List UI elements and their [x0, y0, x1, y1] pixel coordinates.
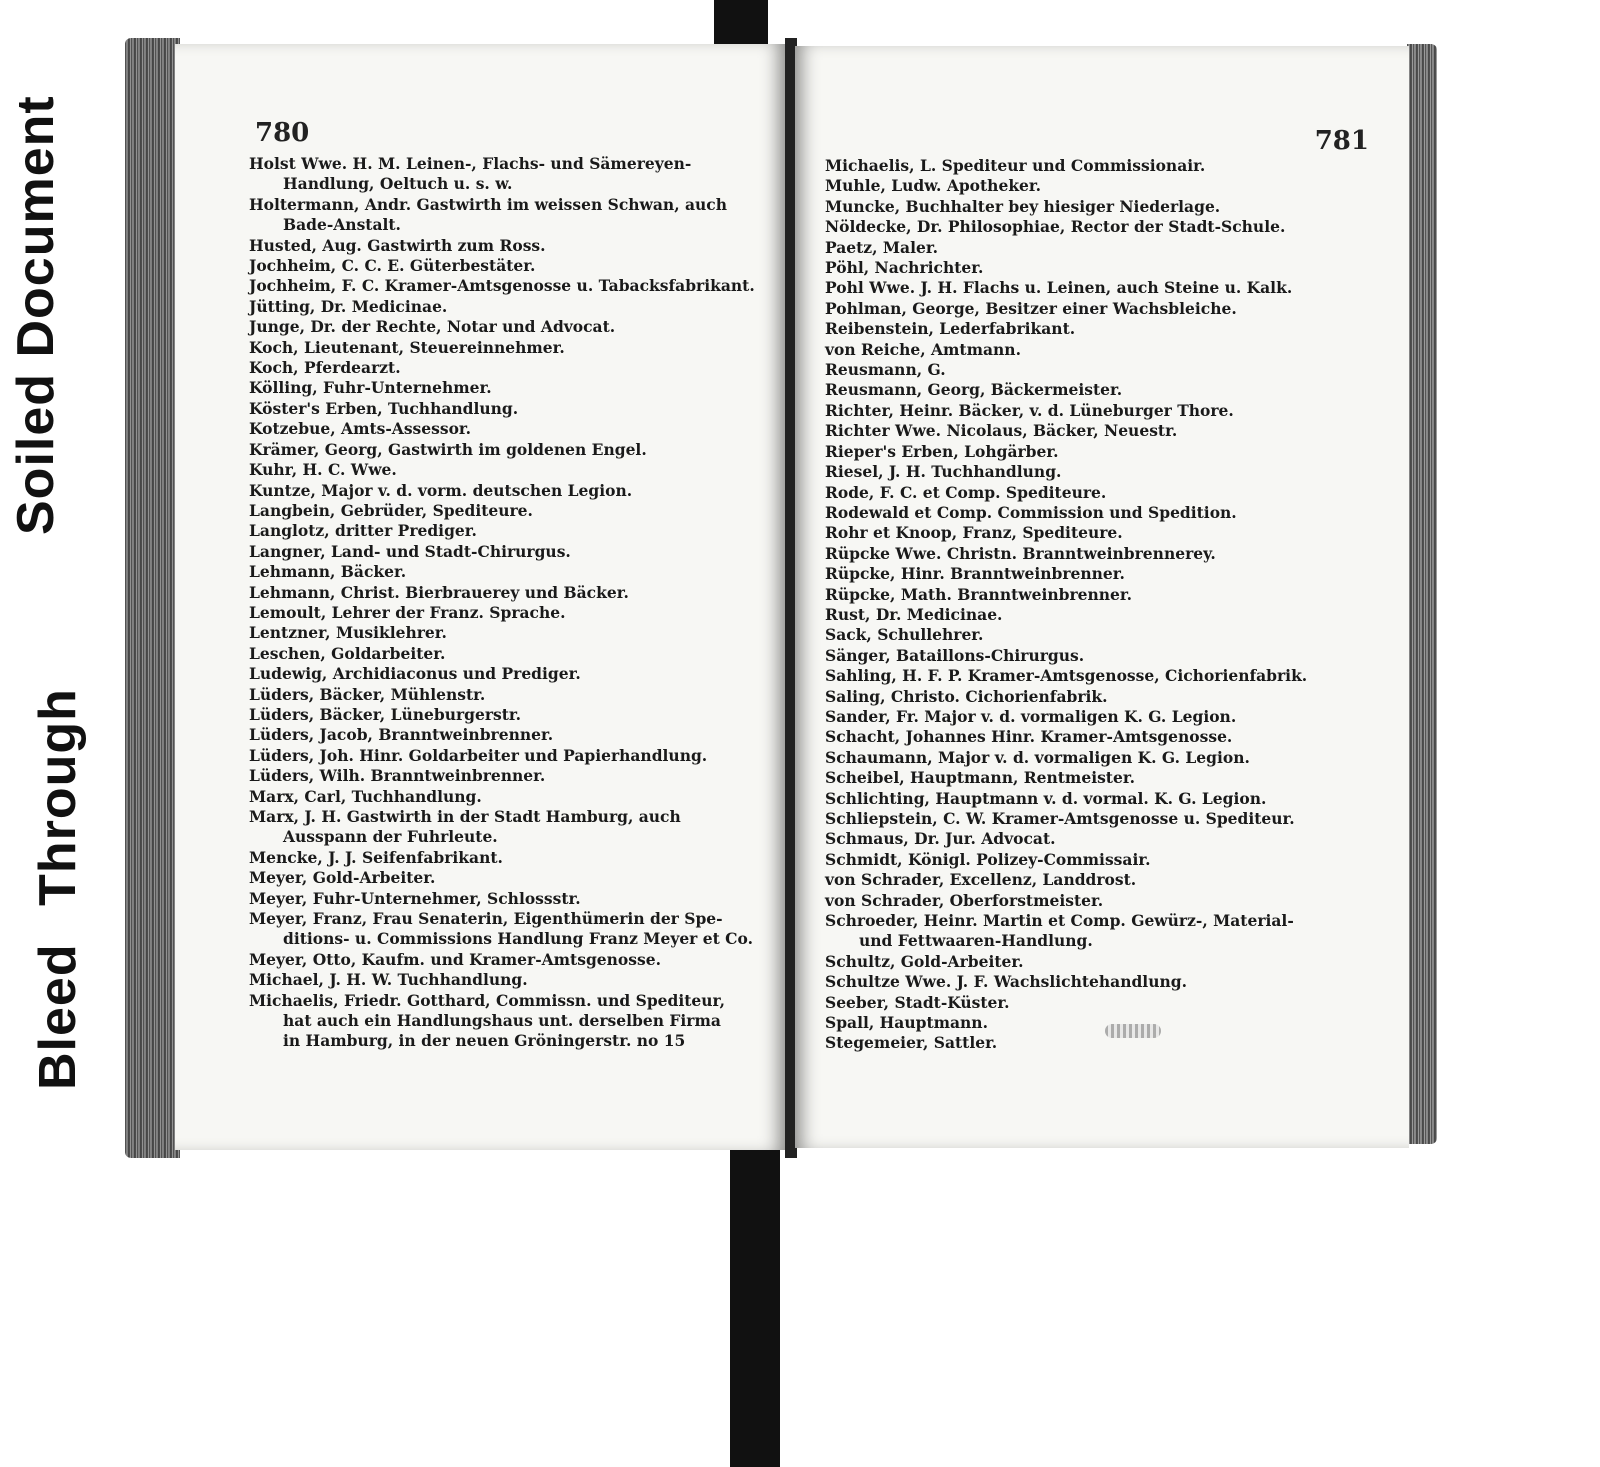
directory-entry — [825, 421, 1345, 441]
directory-entry — [249, 970, 749, 990]
entry-line: Sänger, Bataillons-Chirurgus. — [825, 645, 1085, 665]
entry-line: Lüders, Wilh. Branntweinbrenner. — [249, 766, 546, 786]
directory-entry — [825, 176, 1345, 196]
directory-entry — [249, 603, 749, 623]
entry-line: Lemoult, Lehrer der Franz. Sprache. — [249, 602, 566, 622]
entry-line: Holst Wwe. H. M. Leinen-, Flachs- und Sämereyen- — [249, 154, 692, 173]
directory-entry — [249, 725, 749, 745]
entry-line: Pöhl, Nachrichter. — [825, 258, 984, 278]
directory-entry — [249, 766, 749, 786]
entry-line: Sack, Schullehrer. — [825, 625, 984, 645]
entry-line: Holtermann, Andr. Gastwirth im weissen Schwan, auch — [249, 194, 728, 214]
entry-line: Kölling, Fuhr-Unternehmer. — [249, 378, 492, 398]
entry-line: Kuntze, Major v. d. vorm. deutschen Legion. — [249, 480, 633, 500]
directory-entry — [825, 1013, 1345, 1033]
directory-entry — [825, 911, 1345, 952]
entry-line: Michaelis, L. Spediteur und Commissionair. — [825, 156, 1206, 175]
directory-entry — [825, 156, 1345, 176]
directory-entry — [249, 297, 749, 317]
directory-entry — [249, 481, 749, 501]
bleed-through-label: Bleed Through — [29, 688, 87, 1090]
directory-entry — [249, 889, 749, 909]
directory-entry — [825, 564, 1345, 584]
entry-line: Reusmann, G. — [825, 360, 946, 380]
entry-continuation-line: ditions- u. Commissions Handlung Franz Meyer et Co. — [283, 929, 753, 949]
directory-entry — [249, 623, 749, 643]
directory-entry — [249, 848, 749, 868]
directory-entry — [825, 299, 1345, 319]
entry-line: Rohr et Knoop, Franz, Spediteure. — [825, 523, 1123, 543]
directory-entry — [825, 993, 1345, 1013]
directory-entry — [825, 829, 1345, 849]
entry-line: Schacht, Johannes Hinr. Kramer-Amtsgenosse. — [825, 727, 1233, 747]
entry-line: von Schrader, Excellenz, Landdrost. — [825, 870, 1137, 890]
entry-line: Sahling, H. F. P. Kramer-Amtsgenosse, Cichorienfabrik. — [825, 666, 1308, 686]
directory-entry — [825, 972, 1345, 992]
directory-entry — [825, 687, 1345, 707]
entry-line: Lüders, Jacob, Branntweinbrenner. — [249, 725, 554, 745]
directory-entry — [249, 195, 749, 236]
directory-entry — [825, 625, 1345, 645]
entry-line: Lüders, Joh. Hinr. Goldarbeiter und Papierhandlung. — [249, 745, 708, 765]
entry-line: Rieper's Erben, Lohgärber. — [825, 441, 1059, 461]
directory-entry — [249, 868, 749, 888]
entry-line: Leschen, Goldarbeiter. — [249, 643, 446, 663]
entry-line: Husted, Aug. Gastwirth zum Ross. — [249, 235, 546, 255]
directory-entry — [825, 380, 1345, 400]
entry-line: Rust, Dr. Medicinae. — [825, 604, 1003, 624]
directory-entry — [249, 440, 749, 460]
entry-line: Kuhr, H. C. Wwe. — [249, 460, 397, 480]
entry-line: Spall, Hauptmann. — [825, 1013, 988, 1033]
entry-line: Schroeder, Heinr. Martin et Comp. Gewürz-, Material- — [825, 911, 1294, 931]
directory-entry — [825, 727, 1345, 747]
left-page — [175, 44, 785, 1150]
page-edges-right — [1407, 44, 1437, 1144]
directory-entry — [249, 501, 749, 521]
entry-line: Rüpcke Wwe. Christn. Branntweinbrennerey. — [825, 543, 1216, 563]
left-page-entries — [249, 154, 755, 1052]
directory-entry — [825, 340, 1345, 360]
directory-entry — [249, 154, 749, 195]
entry-line: Nöldecke, Dr. Philosophiae, Rector der Stadt-Schule. — [825, 217, 1286, 237]
entry-line: Jochheim, C. C. E. Güterbestäter. — [249, 256, 536, 276]
entry-line: Rüpcke, Hinr. Branntweinbrenner. — [825, 564, 1125, 584]
entry-line: Junge, Dr. der Rechte, Notar und Advocat. — [249, 317, 616, 337]
spine-strip-bottom — [730, 1140, 780, 1467]
directory-entry — [249, 746, 749, 766]
directory-entry — [249, 562, 749, 582]
directory-entry — [249, 378, 749, 398]
directory-entry — [825, 544, 1345, 564]
entry-line: Richter Wwe. Nicolaus, Bäcker, Neuestr. — [825, 421, 1178, 441]
directory-entry — [249, 276, 755, 296]
directory-entry — [249, 664, 749, 684]
entry-line: Rode, F. C. et Comp. Spediteure. — [825, 482, 1107, 502]
entry-line: Sander, Fr. Major v. d. vormaligen K. G. Legion. — [825, 706, 1237, 726]
directory-entry — [249, 685, 749, 705]
entry-line: Muncke, Buchhalter bey hiesiger Niederlage. — [825, 196, 1221, 216]
directory-entry — [249, 317, 749, 337]
entry-line: Koch, Lieutenant, Steuereinnehmer. — [249, 337, 565, 357]
entry-line: Krämer, Georg, Gastwirth im goldenen Engel. — [249, 439, 647, 459]
entry-line: Schmidt, Königl. Polizey-Commissair. — [825, 849, 1151, 869]
directory-entry — [825, 483, 1345, 503]
entry-line: Jochheim, F. C. Kramer-Amtsgenosse u. Tabacksfabrikant. — [249, 276, 755, 296]
directory-entry — [825, 707, 1345, 727]
left-page-number: 780 — [255, 118, 310, 148]
entry-line: Stegemeier, Sattler. — [825, 1033, 998, 1053]
entry-continuation-line: Handlung, Oeltuch u. s. w. — [283, 174, 513, 194]
entry-line: Riesel, J. H. Tuchhandlung. — [825, 462, 1062, 482]
entry-line: Saling, Christo. Cichorienfabrik. — [825, 686, 1108, 706]
entry-line: Marx, J. H. Gastwirth in der Stadt Hamburg, auch — [249, 807, 681, 826]
directory-entry — [249, 399, 749, 419]
entry-line: Rodewald et Comp. Commission und Spedition. — [825, 502, 1237, 522]
directory-entry — [825, 523, 1345, 543]
entry-line: Jütting, Dr. Medicinae. — [249, 296, 448, 316]
directory-entry — [825, 891, 1345, 911]
entry-line: Scheibel, Hauptmann, Rentmeister. — [825, 768, 1135, 788]
entry-line: Reibenstein, Lederfabrikant. — [825, 319, 1076, 339]
entry-continuation-line: Ausspann der Fuhrleute. — [283, 827, 498, 847]
directory-entry — [825, 870, 1345, 890]
entry-line: Seeber, Stadt-Küster. — [825, 992, 1010, 1012]
entry-line: Schultz, Gold-Arbeiter. — [825, 951, 1024, 971]
entry-line: von Schrader, Oberforstmeister. — [825, 890, 1104, 910]
directory-entry — [825, 217, 1345, 237]
directory-entry — [825, 238, 1345, 258]
directory-entry — [825, 809, 1345, 829]
directory-entry — [825, 585, 1345, 605]
open-book — [125, 38, 1437, 1158]
directory-entry — [825, 278, 1345, 298]
directory-entry — [249, 460, 749, 480]
entry-continuation-line: Bade-Anstalt. — [283, 215, 401, 235]
entry-line: Schlichting, Hauptmann v. d. vormal. K. G. Legion. — [825, 788, 1267, 808]
directory-entry — [249, 644, 749, 664]
directory-entry — [249, 787, 749, 807]
directory-entry — [825, 197, 1345, 217]
entry-line: Lentzner, Musiklehrer. — [249, 623, 447, 643]
entry-continuation-line: und Fettwaaren-Handlung. — [859, 931, 1093, 951]
directory-entry — [825, 401, 1345, 421]
entry-line: Schultze Wwe. J. F. Wachslichtehandlung. — [825, 972, 1187, 992]
directory-entry — [249, 991, 749, 1052]
entry-line: Rüpcke, Math. Branntweinbrenner. — [825, 584, 1133, 604]
entry-line: Paetz, Maler. — [825, 237, 938, 257]
entry-line: Michael, J. H. W. Tuchhandlung. — [249, 970, 528, 990]
directory-entry — [825, 1033, 1345, 1053]
ornament-flourish — [1105, 1024, 1161, 1038]
entry-line: Muhle, Ludw. Apotheker. — [825, 176, 1042, 196]
directory-entry — [249, 419, 749, 439]
entry-line: Mencke, J. J. Seifenfabrikant. — [249, 847, 503, 867]
entry-line: Schmaus, Dr. Jur. Advocat. — [825, 829, 1056, 849]
right-page — [795, 46, 1409, 1148]
directory-entry — [825, 360, 1345, 380]
directory-entry — [249, 521, 749, 541]
soiled-document-label: Soiled Document — [7, 95, 65, 535]
directory-entry — [249, 583, 749, 603]
entry-line: Reusmann, Georg, Bäckermeister. — [825, 380, 1123, 400]
entry-line: Michaelis, Friedr. Gotthard, Commissn. und Spediteur, — [249, 990, 725, 1010]
entry-line: Marx, Carl, Tuchhandlung. — [249, 786, 482, 806]
entry-line: Pohlman, George, Besitzer einer Wachsbleiche. — [825, 298, 1237, 318]
entry-line: Langner, Land- und Stadt-Chirurgus. — [249, 541, 571, 561]
entry-line: Ludewig, Archidiaconus und Prediger. — [249, 664, 581, 684]
directory-entry — [825, 646, 1345, 666]
entry-line: Köster's Erben, Tuchhandlung. — [249, 398, 519, 418]
directory-entry — [825, 952, 1345, 972]
entry-line: Koch, Pferdearzt. — [249, 358, 401, 378]
entry-line: Langlotz, dritter Prediger. — [249, 521, 477, 541]
entry-line: Lehmann, Bäcker. — [249, 562, 407, 582]
entry-line: Langbein, Gebrüder, Spediteure. — [249, 500, 533, 520]
directory-entry — [825, 442, 1345, 462]
entry-line: Meyer, Franz, Frau Senaterin, Eigenthümerin der Spe- — [249, 909, 723, 929]
directory-entry — [825, 605, 1345, 625]
directory-entry — [249, 358, 749, 378]
entry-line: Meyer, Fuhr-Unternehmer, Schlossstr. — [249, 888, 581, 908]
entry-line: Richter, Heinr. Bäcker, v. d. Lüneburger Thore. — [825, 400, 1234, 420]
directory-entry — [825, 503, 1345, 523]
directory-entry — [249, 705, 749, 725]
directory-entry — [249, 256, 749, 276]
entry-line: von Reiche, Amtmann. — [825, 339, 1021, 359]
right-page-number: 781 — [1314, 126, 1369, 156]
entry-line: Meyer, Gold-Arbeiter. — [249, 868, 436, 888]
directory-entry — [825, 768, 1345, 788]
entry-line: Lüders, Bäcker, Lüneburgerstr. — [249, 704, 522, 724]
directory-entry — [249, 950, 749, 970]
entry-line: Schliepstein, C. W. Kramer-Amtsgenosse u. Spediteur. — [825, 809, 1295, 828]
directory-entry — [825, 462, 1345, 482]
directory-entry — [825, 319, 1345, 339]
directory-entry — [249, 807, 749, 848]
directory-entry — [825, 748, 1345, 768]
entry-line: Lüders, Bäcker, Mühlenstr. — [249, 684, 486, 704]
entry-line: Pohl Wwe. J. H. Flachs u. Leinen, auch Steine u. Kalk. — [825, 278, 1293, 298]
directory-entry — [825, 850, 1345, 870]
directory-entry — [825, 666, 1345, 686]
directory-entry — [249, 236, 749, 256]
right-page-entries — [825, 156, 1345, 1054]
entry-continuation-line: in Hamburg, in der neuen Gröningerstr. no 15 — [283, 1031, 686, 1051]
directory-entry — [249, 542, 749, 562]
entry-line: Lehmann, Christ. Bierbrauerey und Bäcker. — [249, 582, 629, 602]
directory-entry — [249, 338, 749, 358]
directory-entry — [825, 258, 1345, 278]
entry-line: Meyer, Otto, Kaufm. und Kramer-Amtsgenosse. — [249, 949, 661, 969]
entry-line: Schaumann, Major v. d. vormaligen K. G. Legion. — [825, 747, 1250, 767]
entry-continuation-line: hat auch ein Handlungshaus unt. derselben Firma — [283, 1011, 721, 1031]
directory-entry — [249, 909, 753, 950]
entry-line: Kotzebue, Amts-Assessor. — [249, 419, 472, 439]
directory-entry — [825, 789, 1345, 809]
page-edges-left — [125, 38, 180, 1158]
